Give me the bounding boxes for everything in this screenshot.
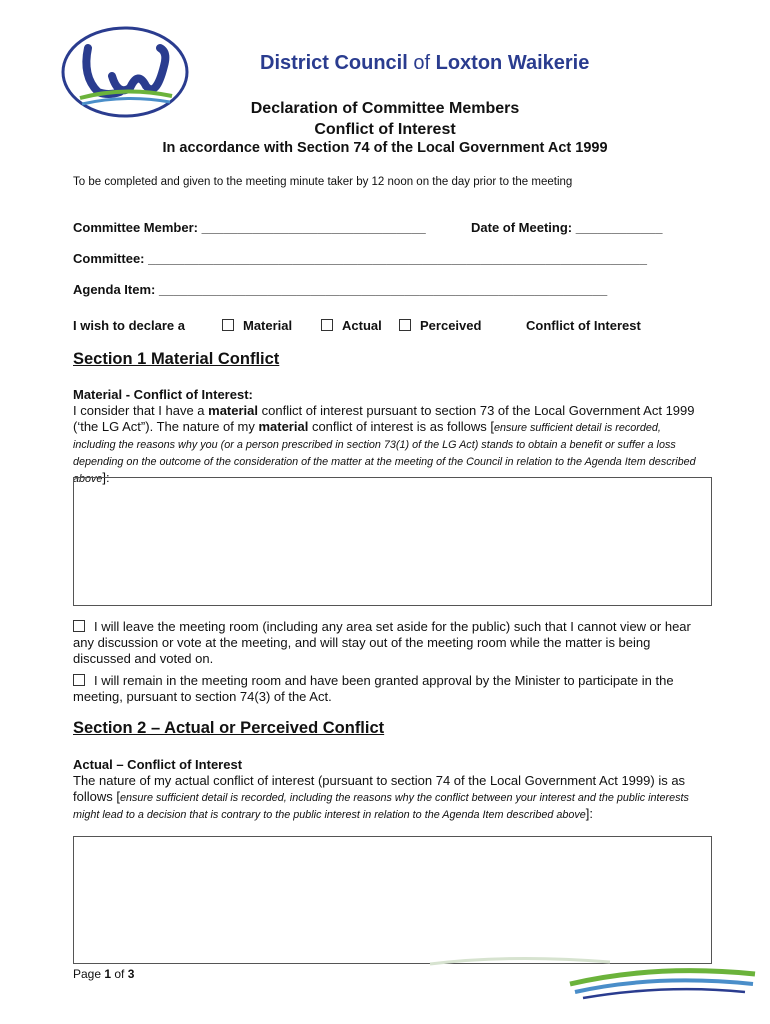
committee-field[interactable]: Committee: _____________________________________________________________________	[73, 251, 647, 266]
council-name-part1: District Council	[260, 52, 408, 74]
actual-checkbox[interactable]	[321, 319, 333, 331]
section2-heading: Section 2 – Actual or Perceived Conflict	[73, 719, 385, 737]
remain-room-option[interactable]	[73, 673, 703, 705]
council-name-of: of	[413, 52, 431, 74]
actual-conflict-textbox[interactable]	[73, 836, 712, 964]
option-actual-label: Actual	[342, 318, 382, 333]
remain-room-checkbox[interactable]	[73, 674, 85, 686]
material-conflict-textbox[interactable]	[73, 477, 712, 606]
council-name-part2: Loxton Waikerie	[435, 52, 590, 74]
section2-paragraph: The nature of my actual conflict of interest (pursuant to section 74 of the Local Government Act 1999) is as follows [ensure sufficient detail is recorded, including the reasons why the conflict between your interest and the public interests might lead to a decision that is contrary to the public interest in relation to the Agenda Item described above]:	[73, 773, 689, 821]
declare-label: I wish to declare a	[73, 318, 185, 333]
leave-room-checkbox[interactable]	[73, 620, 85, 632]
section1-subheading: Material - Conflict of Interest:	[73, 387, 253, 402]
perceived-checkbox[interactable]	[399, 319, 411, 331]
leave-room-option[interactable]	[73, 619, 703, 667]
section1-paragraph: I consider that I have a material conflict of interest pursuant to section 73 of the Local Government Act 1999 (‘the LG Act”). The nature of my material conflict of interest is as follows [ensure sufficient detail is recorded, including the reasons why you (or a person prescribed in section 73(1) of the LG Act) stands to obtain a benefit or suffer a loss depending on the outcome of the consideration of the matter at the meeting of the Council in relation to the Agenda Item described above]:	[73, 403, 696, 485]
option-perceived[interactable]	[399, 318, 481, 333]
agenda-item-field[interactable]: Agenda Item: ______________________________________________________________	[73, 282, 608, 297]
council-name	[260, 52, 589, 75]
section2-subheading: Actual – Conflict of Interest	[73, 757, 243, 772]
remain-room-text: I will remain in the meeting room and have been granted approval by the Minister to participate in the meeting, pursuant to section 74(3) of the Act.	[73, 673, 674, 704]
committee-member-field[interactable]: Committee Member: _______________________________	[73, 220, 426, 235]
leave-room-text: I will leave the meeting room (including any area set aside for the public) such that I cannot view or hear any discussion or vote at the meeting, and will stay out of the meeting room while the matter is being discussed and voted on.	[73, 619, 691, 666]
section1-heading: Section 1 Material Conflict	[73, 350, 280, 368]
option-material[interactable]	[222, 318, 292, 333]
form-title: Declaration of Committee Members	[250, 100, 520, 117]
option-actual[interactable]	[321, 318, 382, 333]
material-checkbox[interactable]	[222, 319, 234, 331]
footer-swoosh-graphic	[565, 962, 760, 1002]
meeting-date-field[interactable]: Date of Meeting: ____________	[471, 220, 663, 235]
form-subtitle: Conflict of Interest	[314, 121, 456, 138]
form-instruction: To be completed and given to the meeting minute taker by 12 noon on the day prior to the meeting	[73, 176, 573, 188]
option-perceived-label: Perceived	[420, 318, 482, 333]
declare-suffix: Conflict of Interest	[526, 318, 641, 333]
page-number: Page 1 of 3	[73, 967, 135, 981]
form-legislation: In accordance with Section 74 of the Local Government Act 1999	[162, 140, 608, 156]
option-material-label: Material	[243, 318, 293, 333]
